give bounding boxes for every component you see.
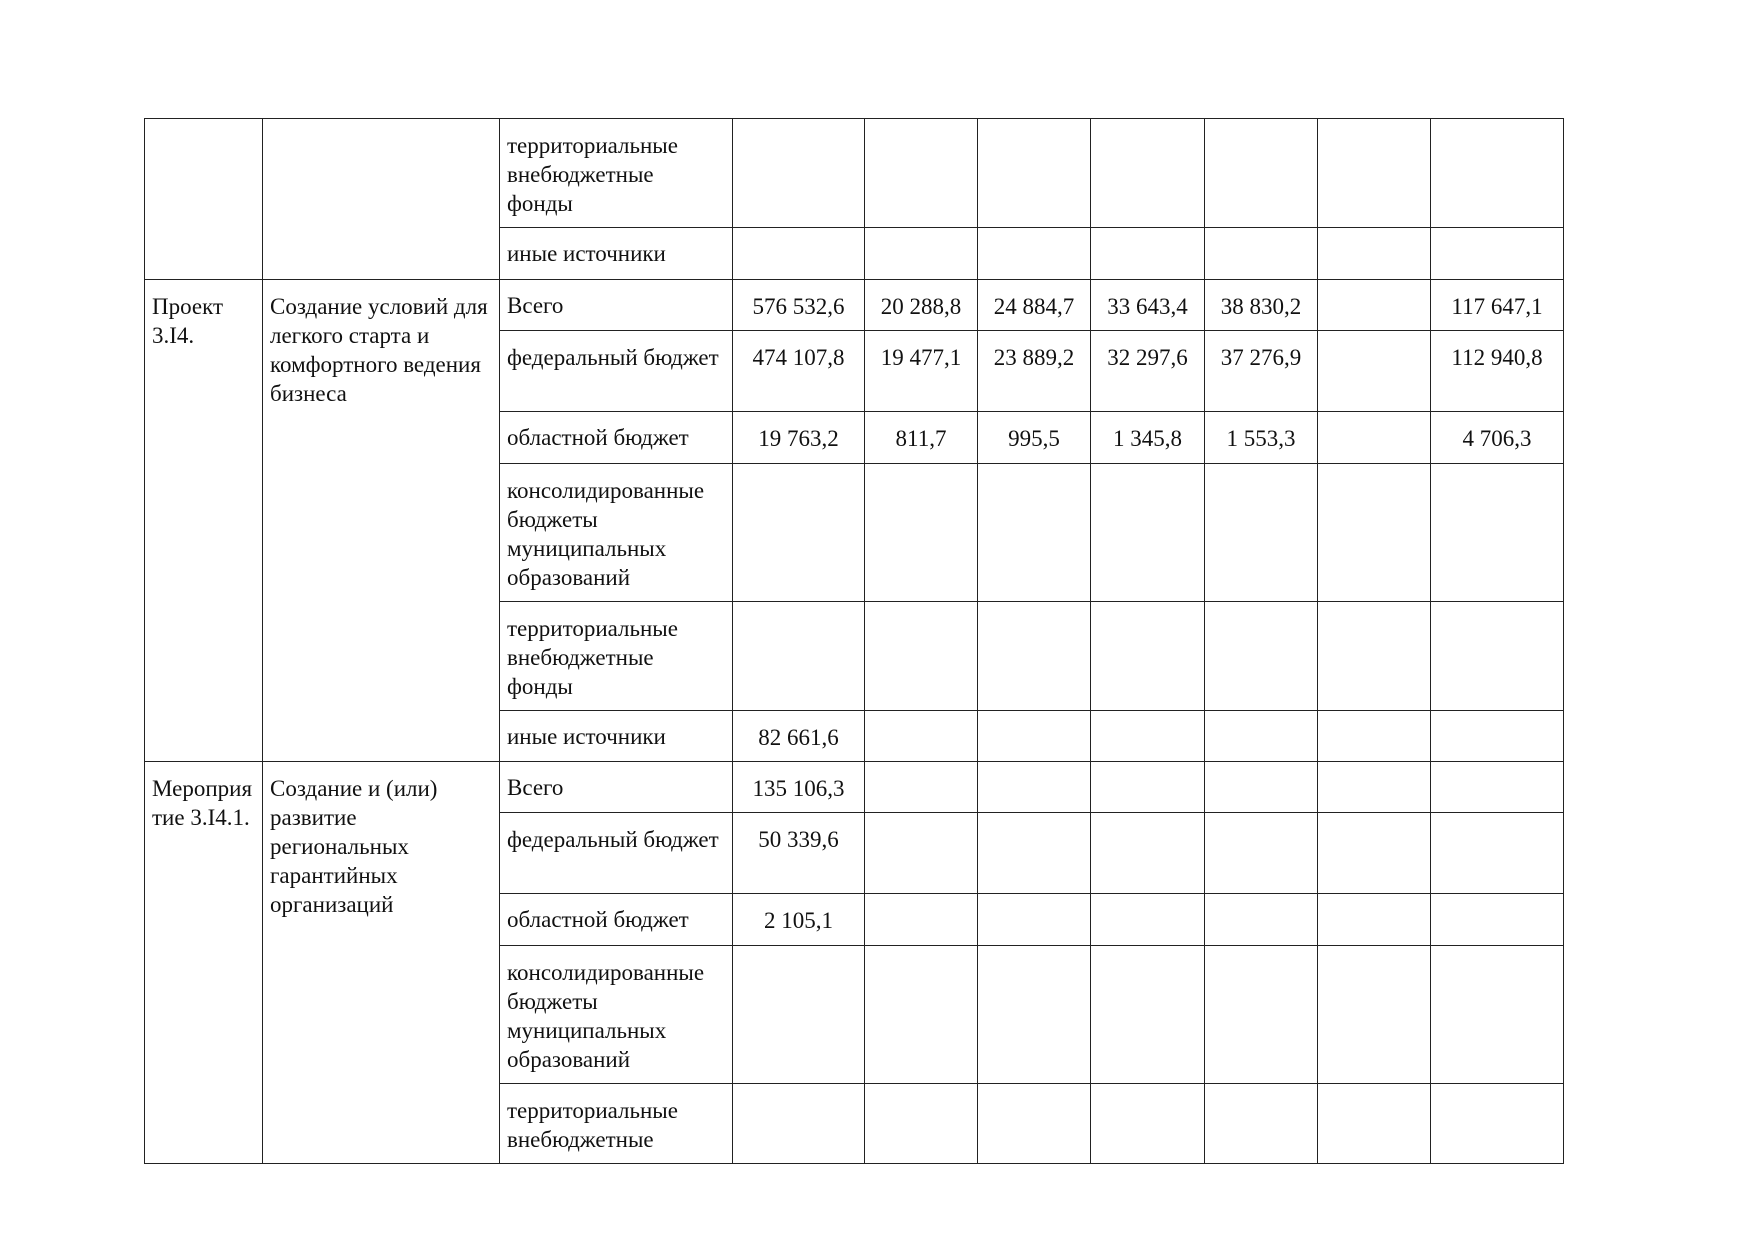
group-code-cell: Мероприятие 3.I4.1. bbox=[145, 762, 263, 1164]
value-cell bbox=[1091, 119, 1205, 228]
value-cell bbox=[865, 119, 978, 228]
group-code-cell bbox=[145, 119, 263, 280]
value-cell bbox=[1205, 119, 1318, 228]
value-cell bbox=[978, 602, 1091, 711]
value-cell bbox=[1205, 813, 1318, 894]
value-cell: 135 106,3 bbox=[733, 762, 865, 813]
value-cell bbox=[1318, 946, 1431, 1084]
value-cell: 23 889,2 bbox=[978, 331, 1091, 412]
value-cell bbox=[1431, 946, 1564, 1084]
value-cell bbox=[1431, 228, 1564, 280]
value-cell bbox=[1091, 711, 1205, 762]
value-cell: 474 107,8 bbox=[733, 331, 865, 412]
value-cell bbox=[1091, 602, 1205, 711]
value-cell bbox=[978, 894, 1091, 946]
value-cell bbox=[865, 602, 978, 711]
value-cell bbox=[865, 228, 978, 280]
budget-table bbox=[144, 118, 1564, 1164]
source-cell: Всего bbox=[500, 762, 733, 813]
value-cell bbox=[978, 119, 1091, 228]
value-cell bbox=[978, 711, 1091, 762]
value-cell bbox=[865, 464, 978, 602]
source-cell: областной бюджет bbox=[500, 412, 733, 464]
value-cell bbox=[1205, 762, 1318, 813]
value-cell bbox=[1318, 119, 1431, 228]
value-cell: 32 297,6 bbox=[1091, 331, 1205, 412]
value-cell bbox=[978, 1084, 1091, 1164]
source-cell: областной бюджет bbox=[500, 894, 733, 946]
value-cell bbox=[733, 1084, 865, 1164]
source-cell: Всего bbox=[500, 280, 733, 331]
value-cell: 2 105,1 bbox=[733, 894, 865, 946]
value-cell: 82 661,6 bbox=[733, 711, 865, 762]
value-cell bbox=[1205, 894, 1318, 946]
source-cell: территориальные внебюджетные фонды bbox=[500, 119, 733, 228]
value-cell bbox=[1091, 946, 1205, 1084]
value-cell bbox=[1205, 228, 1318, 280]
value-cell bbox=[1091, 1084, 1205, 1164]
value-cell: 38 830,2 bbox=[1205, 280, 1318, 331]
source-cell: иные источники bbox=[500, 711, 733, 762]
value-cell bbox=[1318, 280, 1431, 331]
value-cell bbox=[1318, 894, 1431, 946]
table-row bbox=[145, 280, 1564, 331]
group-code-cell: Проект 3.I4. bbox=[145, 280, 263, 762]
value-cell bbox=[1318, 762, 1431, 813]
value-cell bbox=[1205, 464, 1318, 602]
source-cell: федеральный бюджет bbox=[500, 331, 733, 412]
value-cell bbox=[865, 1084, 978, 1164]
value-cell bbox=[865, 946, 978, 1084]
value-cell bbox=[1431, 464, 1564, 602]
value-cell bbox=[1318, 228, 1431, 280]
value-cell: 576 532,6 bbox=[733, 280, 865, 331]
value-cell bbox=[1318, 711, 1431, 762]
value-cell bbox=[1091, 813, 1205, 894]
value-cell bbox=[1431, 711, 1564, 762]
value-cell bbox=[865, 813, 978, 894]
table-row bbox=[145, 762, 1564, 813]
source-cell: федеральный бюджет bbox=[500, 813, 733, 894]
value-cell bbox=[1205, 1084, 1318, 1164]
value-cell bbox=[978, 813, 1091, 894]
value-cell bbox=[1205, 946, 1318, 1084]
value-cell bbox=[1431, 894, 1564, 946]
value-cell bbox=[733, 946, 865, 1084]
value-cell: 4 706,3 bbox=[1431, 412, 1564, 464]
value-cell bbox=[733, 119, 865, 228]
value-cell bbox=[1091, 228, 1205, 280]
source-cell: консолидированные бюджеты муниципальных образований bbox=[500, 464, 733, 602]
value-cell: 112 940,8 bbox=[1431, 331, 1564, 412]
value-cell: 20 288,8 bbox=[865, 280, 978, 331]
value-cell bbox=[1205, 711, 1318, 762]
group-name-cell: Создание и (или) развитие региональных гарантийных организаций bbox=[263, 762, 500, 1164]
value-cell bbox=[1431, 762, 1564, 813]
value-cell bbox=[1431, 119, 1564, 228]
value-cell bbox=[978, 464, 1091, 602]
value-cell bbox=[1431, 602, 1564, 711]
source-cell: территориальные внебюджетные фонды bbox=[500, 602, 733, 711]
value-cell: 117 647,1 bbox=[1431, 280, 1564, 331]
value-cell bbox=[865, 762, 978, 813]
group-name-cell bbox=[263, 119, 500, 280]
value-cell bbox=[1431, 1084, 1564, 1164]
value-cell bbox=[1318, 464, 1431, 602]
value-cell bbox=[1205, 602, 1318, 711]
value-cell bbox=[978, 228, 1091, 280]
value-cell bbox=[733, 464, 865, 602]
source-cell: иные источники bbox=[500, 228, 733, 280]
value-cell bbox=[1091, 762, 1205, 813]
value-cell bbox=[1431, 813, 1564, 894]
value-cell: 37 276,9 bbox=[1205, 331, 1318, 412]
value-cell bbox=[1318, 331, 1431, 412]
value-cell: 33 643,4 bbox=[1091, 280, 1205, 331]
value-cell bbox=[865, 711, 978, 762]
value-cell bbox=[1318, 1084, 1431, 1164]
source-cell: консолидированные бюджеты муниципальных образований bbox=[500, 946, 733, 1084]
value-cell bbox=[1318, 412, 1431, 464]
value-cell: 811,7 bbox=[865, 412, 978, 464]
source-cell: территориальные внебюджетные bbox=[500, 1084, 733, 1164]
value-cell bbox=[1318, 813, 1431, 894]
value-cell: 19 477,1 bbox=[865, 331, 978, 412]
group-name-cell: Создание условий для легкого старта и комфортного ведения бизнеса bbox=[263, 280, 500, 762]
value-cell bbox=[733, 228, 865, 280]
value-cell bbox=[1091, 464, 1205, 602]
value-cell: 995,5 bbox=[978, 412, 1091, 464]
value-cell bbox=[865, 894, 978, 946]
value-cell: 1 345,8 bbox=[1091, 412, 1205, 464]
value-cell: 50 339,6 bbox=[733, 813, 865, 894]
value-cell: 24 884,7 bbox=[978, 280, 1091, 331]
value-cell bbox=[1091, 894, 1205, 946]
value-cell: 1 553,3 bbox=[1205, 412, 1318, 464]
value-cell bbox=[978, 946, 1091, 1084]
value-cell bbox=[1318, 602, 1431, 711]
table-row bbox=[145, 119, 1564, 228]
value-cell bbox=[978, 762, 1091, 813]
value-cell: 19 763,2 bbox=[733, 412, 865, 464]
value-cell bbox=[733, 602, 865, 711]
